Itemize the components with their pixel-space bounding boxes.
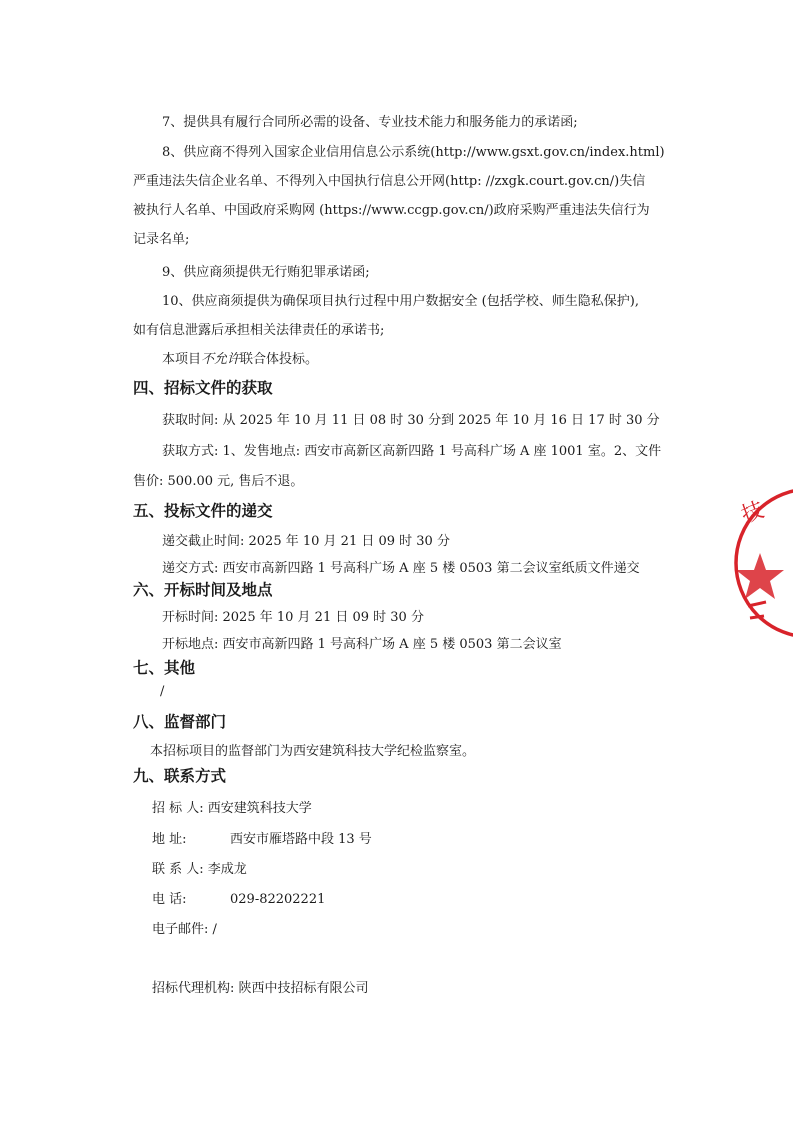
consortium-suffix: 联合体投标。 (240, 352, 319, 367)
tender-agency: 招标代理机构: 陕西中技招标有限公司 (152, 981, 369, 996)
item-9: 9、供应商须提供无行贿犯罪承诺函; (162, 265, 370, 280)
contact-address (152, 828, 372, 847)
item-8-line-2: 严重违法失信企业名单、不得列入中国执行信息公开网(http: //zxgk.court.gov.cn/)失信 (133, 174, 646, 189)
item-10-line-1: 10、供应商须提供为确保项目执行过程中用户数据安全 (包括学校、师生隐私保护), (162, 294, 639, 309)
contact-email: 电子邮件: / (152, 922, 217, 937)
item-8-line-3: 被执行人名单、中国政府采购网 (https://www.ccgp.gov.cn/)政府采购严重违法失信行为 (133, 203, 650, 218)
consortium-emphasis: 不允许 (201, 352, 241, 367)
contact-phone-label: 电 话: (152, 892, 187, 907)
supervision-content: 本招标项目的监督部门为西安建筑科技大学纪检监察室。 (150, 744, 476, 759)
seal-text: 技 (738, 497, 768, 529)
contact-phone (152, 888, 325, 907)
official-seal-stamp (730, 478, 793, 648)
section-8-heading: 八、监督部门 (133, 713, 227, 731)
acquire-time: 获取时间: 从 2025 年 10 月 11 日 08 时 30 分到 2025 年 10 月 16 日 17 时 30 分 (162, 413, 660, 428)
acquire-method-line-1: 获取方式: 1、发售地点: 西安市高新区高新四路 1 号高科广场 A 座 1001 室。2、文件 (162, 444, 662, 459)
submission-method: 递交方式: 西安市高新四路 1 号高科广场 A 座 5 楼 0503 第二会议室纸质文件递交 (162, 561, 640, 576)
section-4-heading: 四、招标文件的获取 (133, 379, 273, 397)
item-8-line-1: 8、供应商不得列入国家企业信用信息公示系统(http://www.gsxt.gov.cn/index.html) (162, 145, 665, 160)
opening-time: 开标时间: 2025 年 10 月 21 日 09 时 30 分 (162, 610, 424, 625)
item-10-line-2: 如有信息泄露后承担相关法律责任的承诺书; (133, 323, 385, 338)
contact-address-value: 西安市雁塔路中段 13 号 (230, 832, 372, 847)
contact-address-label: 地 址: (152, 832, 187, 847)
contact-tenderer: 招 标 人: 西安建筑科技大学 (152, 801, 312, 816)
acquire-method-line-2: 售价: 500.00 元, 售后不退。 (133, 474, 304, 489)
section-6-heading: 六、开标时间及地点 (133, 581, 273, 599)
consortium-prefix: 本项目 (162, 352, 202, 367)
section-5-heading: 五、投标文件的递交 (133, 502, 273, 520)
contact-person: 联 系 人: 李成龙 (152, 862, 247, 877)
submission-deadline: 递交截止时间: 2025 年 10 月 21 日 09 时 30 分 (162, 534, 450, 549)
contact-phone-value: 029-82202221 (230, 892, 326, 907)
section-7-content: / (160, 684, 165, 699)
item-8-line-4: 记录名单; (133, 232, 190, 247)
section-9-heading: 九、联系方式 (133, 767, 227, 785)
section-7-heading: 七、其他 (133, 659, 196, 677)
item-7: 7、提供具有履行合同所必需的设备、专业技术能力和服务能力的承诺函; (162, 115, 578, 130)
consortium-statement (162, 348, 318, 367)
opening-place: 开标地点: 西安市高新四路 1 号高科广场 A 座 5 楼 0503 第二会议室 (162, 637, 562, 652)
